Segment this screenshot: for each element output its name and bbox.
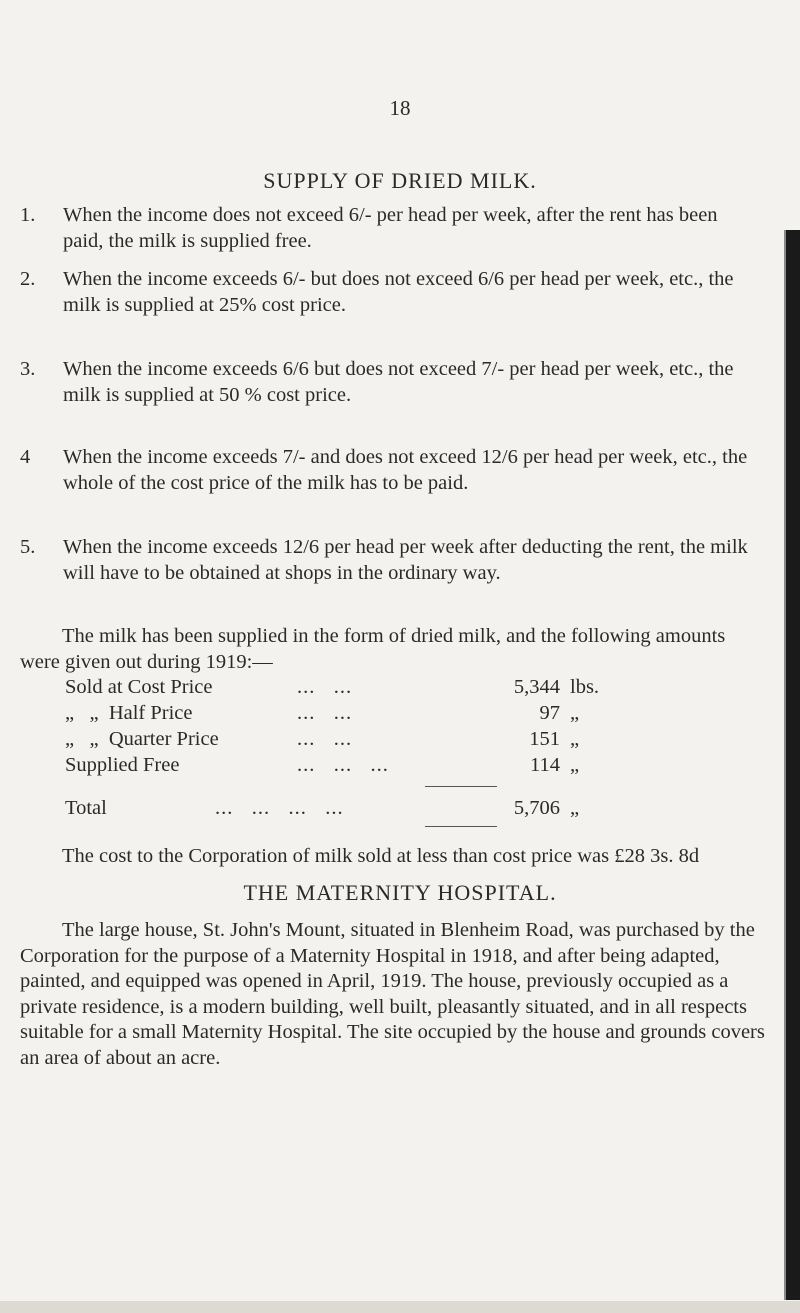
item-number: 2. [20, 268, 36, 290]
row-leader: ... ... [297, 728, 353, 750]
list-item [20, 535, 750, 586]
row-unit: „ [570, 728, 580, 750]
page-bottom-edge [0, 1301, 800, 1313]
row-leader: ... ... ... ... [215, 797, 344, 819]
cost-paragraph: The cost to the Corporation of milk sold at less than cost price was £28 3s. 8d [62, 845, 700, 867]
section-title-maternity-hospital: THE MATERNITY HOSPITAL. [243, 880, 557, 905]
intro-paragraph: The milk has been supplied in the form of dried milk, and the following amounts were given out during 1919:— [20, 625, 726, 673]
item-text: When the income exceeds 7/- and does not exceed 12/6 per head per week, etc., the whole of the cost price of the milk has to be paid. [63, 446, 748, 494]
row-leader: ... ... ... [297, 754, 389, 776]
item-text: When the income exceeds 6/- but does not exceed 6/6 per head per week, etc., the milk is supplied at 25% cost price. [63, 268, 734, 316]
row-value: 151 [529, 728, 560, 750]
row-unit: „ [570, 702, 580, 724]
list-item [20, 267, 750, 318]
page-number: 18 [389, 96, 411, 120]
list-item [20, 445, 750, 496]
item-number: 3. [20, 358, 36, 380]
row-label: Sold at Cost Price [65, 676, 213, 698]
item-number: 5. [20, 536, 36, 558]
row-value: 114 [530, 754, 560, 776]
row-label: Supplied Free [65, 754, 180, 776]
table-row [65, 702, 745, 728]
item-text: When the income exceeds 6/6 but does not exceed 7/- per head per week, etc., the milk is supplied at 50 % cost price. [63, 358, 734, 406]
list-item [20, 203, 750, 254]
total-unit: „ [570, 797, 580, 819]
hospital-paragraph: The large house, St. John's Mount, situated in Blenheim Road, was purchased by the Corporation for the purpose of a Maternity Hospital in 1918, and after being adapted, painted, and equipped was opened in April, 1919. The house, previously occupied as a private residence, is a modern building, well built, pleasantly situated, and in all respects suitable for a small Maternity Hospital. The site occupied by the house and grounds covers an area of about an acre. [20, 919, 765, 1069]
total-rule-bottom [425, 826, 497, 827]
row-unit: lbs. [570, 676, 600, 698]
item-text: When the income does not exceed 6/- per head per week, after the rent has been paid, the milk is supplied free. [63, 204, 718, 252]
row-value: 5,344 [513, 676, 560, 698]
list-item [20, 357, 750, 408]
total-value: 5,706 [513, 797, 560, 819]
table-row [65, 754, 745, 780]
item-number: 4 [20, 446, 31, 468]
section-title-dried-milk: SUPPLY OF DRIED MILK. [263, 168, 537, 193]
item-number: 1. [20, 204, 36, 226]
table-row [65, 676, 745, 702]
total-rule-top [425, 786, 497, 787]
row-leader: ... ... [297, 702, 353, 724]
total-label: Total [65, 797, 107, 819]
row-leader: ... ... [297, 676, 353, 698]
row-label: „ „ Quarter Price [65, 728, 219, 750]
page-edge [786, 230, 800, 1300]
table-row [65, 728, 745, 754]
table-total-row [65, 797, 745, 823]
item-text: When the income exceeds 12/6 per head per week after deducting the rent, the milk will have to be obtained at shops in the ordinary way. [63, 536, 748, 584]
row-unit: „ [570, 754, 580, 776]
row-label: „ „ Half Price [65, 702, 193, 724]
row-value: 97 [539, 702, 560, 724]
